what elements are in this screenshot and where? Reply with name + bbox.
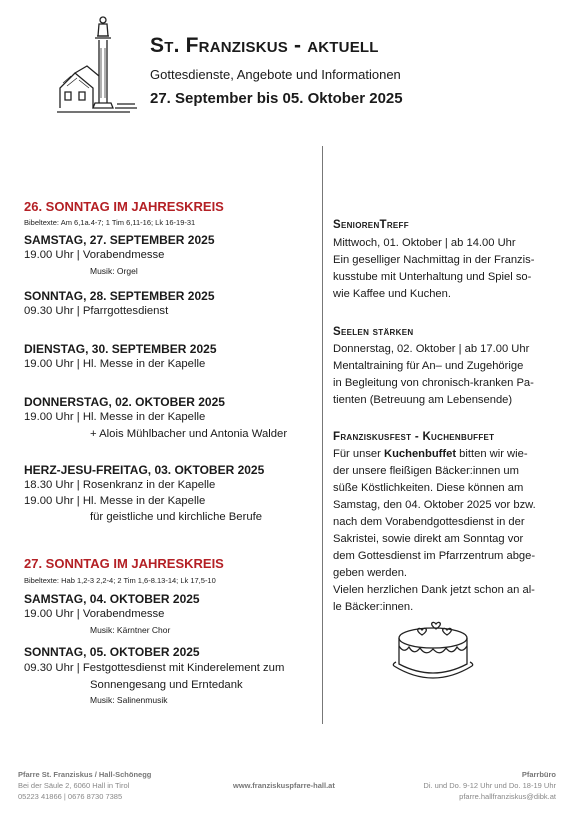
footer-email-link[interactable]: pfarre.hallfranziskus@dibk.at	[459, 792, 556, 801]
service-line: 19.00 Uhr | Hl. Messe in der Kapelle	[24, 411, 206, 423]
page-title: St. Franziskus - aktuell	[150, 34, 379, 57]
service-line: 18.30 Uhr | Rosenkranz in der Kapelle	[24, 479, 216, 491]
service-intention: + Alois Mühlbacher und Antonia Walder	[90, 428, 288, 440]
bible-readings: Bibeltexte: Am 6,1a.4-7; 1 Tim 6,11-16; Lk 16-19-31	[24, 218, 196, 227]
service-line: 19.00 Uhr | Hl. Messe in der Kapelle	[24, 358, 206, 370]
service-line: 09.30 Uhr | Pfarrgottesdienst	[24, 305, 169, 317]
service-line: 19.00 Uhr | Vorabendmesse	[24, 608, 165, 620]
day-heading: SAMSTAG, 27. SEPTEMBER 2025	[24, 233, 215, 247]
bible-readings: Bibeltexte: Hab 1,2-3 2,2-4; 2 Tim 1,6-8.13-14; Lk 17,5-10	[24, 576, 216, 585]
section-heading-seelen: Seelen stärken	[333, 326, 414, 338]
date-range: 27. September bis 05. Oktober 2025	[150, 90, 403, 107]
footer-office: Pfarrbüro Di. und Do. 9-12 Uhr und Do. 18-19 Uhr pfarre.hallfranziskus@dibk.at	[423, 770, 556, 801]
section-heading-franziskusfest: Franziskusfest - Kuchenbuffet	[333, 431, 495, 443]
sunday-heading: 26. SONNTAG IM JAHRESKREIS	[24, 199, 224, 214]
music-note: Musik: Kärntner Chor	[90, 625, 171, 635]
column-divider	[322, 146, 323, 724]
day-heading: SONNTAG, 05. OKTOBER 2025	[24, 645, 200, 659]
day-heading: SONNTAG, 28. SEPTEMBER 2025	[24, 289, 215, 303]
service-line: 19.00 Uhr | Vorabendmesse	[24, 249, 165, 261]
section-text: Für unser Kuchenbuffet bitten wir wie- der unsere fleißigen Bäcker:innen um süße Köstlichkeiten. Diese können am Samstag, den 04. Oktober 2025 vor bzw. nach dem Vorabendgottesdienst in der Sakristei, sowie direkt am Sonntag vor dem Gottesdienst im Pfarrzentrum abge- geben werden. Vielen herzlichen Dank jetzt schon an al- le Bäcker:innen.	[333, 448, 536, 613]
day-heading: SAMSTAG, 04. OKTOBER 2025	[24, 592, 200, 606]
day-heading: DONNERSTAG, 02. OKTOBER 2025	[24, 395, 225, 409]
day-heading: HERZ-JESU-FREITAG, 03. OKTOBER 2025	[24, 463, 265, 477]
music-note: Musik: Salinenmusik	[90, 695, 168, 705]
section-text: Mittwoch, 01. Oktober | ab 14.00 Uhr Ein geselliger Nachmittag in der Franzis- kusstube mit Unterhaltung und Spiel so- wie Kaffee und Kuchen.	[333, 237, 535, 300]
cake-icon	[390, 616, 476, 686]
music-note: Musik: Orgel	[90, 266, 138, 276]
sunday-heading: 27. SONNTAG IM JAHRESKREIS	[24, 556, 224, 571]
day-heading: DIENSTAG, 30. SEPTEMBER 2025	[24, 342, 217, 356]
service-line: 09.30 Uhr | Festgottesdienst mit Kinderelement zum	[24, 662, 285, 674]
footer-parish: Pfarre St. Franziskus / Hall-Schönegg Bei der Säule 2, 6060 Hall in Tirol 05223 41866 | 0676 8730 7385	[18, 770, 152, 801]
page-subtitle: Gottesdienste, Angebote und Informationen	[150, 67, 401, 82]
service-intention: für geistliche und kirchliche Berufe	[90, 511, 263, 523]
church-column-logo	[55, 8, 145, 118]
footer-website-link[interactable]: www.franziskuspfarre-hall.at	[233, 781, 335, 790]
service-line: 19.00 Uhr | Hl. Messe in der Kapelle	[24, 495, 206, 507]
section-heading-seniorentreff: SeniorenTreff	[333, 219, 409, 231]
service-line-continued: Sonnengesang und Erntedank	[90, 679, 243, 691]
section-text: Donnerstag, 02. Oktober | ab 17.00 Uhr Mentaltraining für An– und Zugehörige in Begleitung von chronisch-kranken Pa- tienten (Betreuung am Lebensende)	[333, 343, 534, 406]
